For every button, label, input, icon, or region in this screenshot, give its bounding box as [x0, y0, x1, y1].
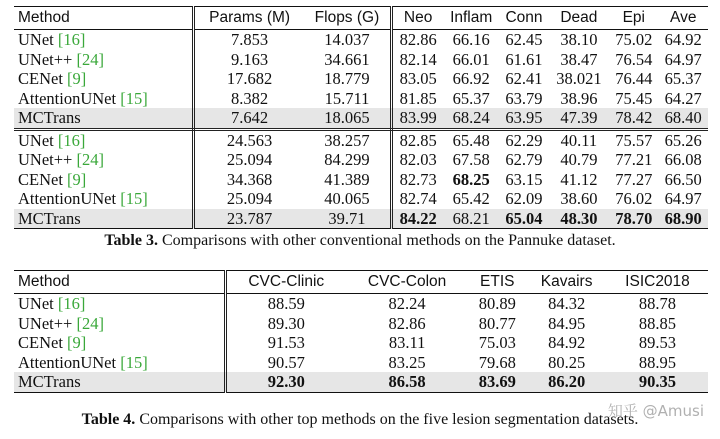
score-cell: 68.90 [658, 209, 708, 229]
citation-link[interactable]: [15] [120, 352, 148, 372]
score-cell: 82.85 [399, 130, 437, 150]
score-cell: 82.14 [399, 49, 437, 69]
score-cell: 83.25 [388, 352, 426, 372]
table-3-caption-text: Comparisons with other conventional methods on the Pannuke dataset. [157, 232, 616, 249]
table-3-caption [0, 232, 720, 250]
score-cell: 75.02 [615, 30, 653, 49]
column-header: Conn [499, 7, 548, 30]
table-row [14, 50, 708, 70]
score-cell: 38.10 [560, 30, 598, 49]
score-cell: 65.37 [664, 69, 702, 88]
score-cell: 82.24 [388, 294, 426, 313]
score-cell: 68.24 [443, 108, 499, 129]
score-cell: 83.69 [468, 372, 526, 392]
flops-cell: 15.711 [304, 89, 392, 109]
table-row [14, 372, 708, 392]
table-row [14, 170, 708, 190]
score-cell: 62.79 [505, 150, 543, 169]
score-cell: 75.03 [478, 333, 516, 352]
table-3 [14, 6, 708, 229]
score-cell: 83.99 [392, 108, 443, 129]
table-row [14, 353, 708, 373]
score-cell: 82.73 [399, 169, 437, 189]
flops-cell: 39.71 [304, 209, 392, 229]
score-cell: 88.59 [267, 294, 305, 313]
citation-link[interactable]: [24] [76, 150, 104, 169]
table-row [14, 129, 708, 150]
table-row [14, 333, 708, 353]
citation-link[interactable]: [16] [57, 294, 86, 313]
table-3-caption-label: Table 3. [104, 232, 158, 249]
params-cell: 24.563 [226, 130, 273, 150]
flops-cell: 18.065 [304, 108, 392, 129]
score-cell: 84.32 [548, 294, 586, 313]
score-cell: 77.21 [615, 150, 653, 169]
method-cell: UNet++ [24] [14, 150, 194, 170]
table-row [14, 209, 708, 229]
score-cell: 63.95 [499, 108, 548, 129]
score-cell: 64.27 [664, 88, 702, 108]
score-cell: 76.44 [615, 69, 653, 88]
column-header: Params (M) [194, 7, 304, 30]
score-cell: 92.30 [225, 372, 346, 392]
score-cell: 80.89 [478, 294, 516, 313]
table-row [14, 314, 708, 334]
score-cell: 84.92 [548, 333, 586, 352]
score-cell: 76.54 [615, 49, 653, 69]
table-4-caption-label: Table 4. [81, 411, 136, 428]
score-cell: 68.25 [452, 169, 490, 189]
score-cell: 88.85 [638, 313, 677, 333]
params-cell: 9.163 [231, 49, 269, 69]
score-cell: 84.22 [392, 209, 443, 229]
flops-cell: 18.779 [304, 69, 392, 89]
score-cell: 66.92 [452, 69, 490, 88]
citation-link[interactable]: [16] [57, 130, 86, 150]
score-cell: 38.47 [560, 49, 598, 69]
table-4-caption-text: Comparisons with other top methods on the five lesion segmentation datasets. [135, 411, 639, 428]
method-cell: AttentionUNet [15] [14, 353, 225, 373]
method-cell: UNet++ [24] [14, 314, 225, 334]
score-cell: 63.15 [505, 169, 543, 189]
table-row [14, 189, 708, 209]
score-cell: 78.42 [609, 108, 658, 129]
column-header: Kavairs [526, 271, 607, 294]
table-row [14, 89, 708, 109]
score-cell: 90.57 [267, 352, 305, 372]
score-cell: 83.05 [399, 69, 437, 88]
score-cell: 64.97 [664, 189, 702, 208]
score-cell: 83.11 [388, 333, 426, 352]
score-cell: 64.97 [664, 49, 702, 69]
score-cell: 78.70 [609, 209, 658, 229]
score-cell: 80.25 [548, 352, 586, 372]
score-cell: 82.74 [399, 189, 437, 208]
score-cell: 62.41 [505, 69, 543, 88]
params-cell: 34.368 [226, 169, 273, 189]
method-cell: AttentionUNet [15] [14, 89, 194, 109]
score-cell: 68.40 [658, 108, 708, 129]
method-cell: UNet [16] [14, 294, 225, 314]
score-cell: 76.02 [615, 189, 653, 208]
score-cell: 66.16 [452, 30, 490, 49]
score-cell: 82.86 [388, 313, 426, 333]
method-cell: MCTrans [14, 108, 194, 129]
score-cell: 81.85 [399, 88, 437, 108]
citation-link[interactable]: [15] [120, 189, 148, 208]
column-header: Flops (G) [304, 7, 392, 30]
column-header: Inflam [443, 7, 499, 30]
params-cell: 17.682 [226, 69, 273, 88]
flops-cell: 41.389 [304, 170, 392, 190]
score-cell: 82.86 [399, 30, 437, 49]
score-cell: 65.26 [664, 130, 702, 150]
method-cell: UNet++ [24] [14, 50, 194, 70]
score-cell: 40.11 [560, 130, 598, 150]
score-cell: 75.45 [615, 88, 653, 108]
score-cell: 67.58 [452, 150, 490, 169]
score-cell: 90.35 [607, 372, 708, 392]
params-cell: 25.094 [226, 189, 273, 208]
params-cell: 7.642 [194, 108, 304, 129]
score-cell: 65.42 [452, 189, 490, 208]
score-cell: 77.27 [615, 169, 653, 189]
method-cell: UNet [16] [14, 129, 194, 150]
score-cell: 38.021 [556, 69, 602, 88]
column-header: ETIS [468, 271, 526, 294]
table-4 [14, 270, 708, 393]
method-cell: AttentionUNet [15] [14, 189, 194, 209]
method-cell: MCTrans [14, 209, 194, 229]
column-header: Neo [392, 7, 443, 30]
table-row [14, 108, 708, 129]
score-cell: 75.57 [615, 130, 653, 150]
table-row [14, 30, 708, 50]
citation-link[interactable]: [24] [76, 313, 104, 333]
score-cell: 84.95 [548, 313, 586, 333]
score-cell: 38.60 [560, 189, 598, 208]
score-cell: 47.39 [549, 108, 609, 129]
citation-link[interactable]: [9] [67, 169, 87, 189]
score-cell: 65.48 [452, 130, 490, 150]
column-header: Method [14, 271, 225, 294]
citation-link[interactable]: [16] [57, 30, 86, 49]
score-cell: 65.04 [499, 209, 548, 229]
flops-cell: 14.037 [304, 30, 392, 50]
method-cell: CENet [9] [14, 170, 194, 190]
column-header: Method [14, 7, 194, 30]
score-cell: 66.08 [664, 150, 702, 169]
column-header: CVC-Clinic [225, 271, 346, 294]
score-cell: 62.29 [505, 130, 543, 150]
citation-link[interactable]: [9] [67, 333, 87, 352]
params-cell: 8.382 [231, 88, 269, 108]
flops-cell: 84.299 [304, 150, 392, 170]
params-cell: 25.094 [226, 150, 273, 169]
column-header: Ave [658, 7, 708, 30]
score-cell: 66.01 [452, 49, 490, 69]
score-cell: 88.78 [638, 294, 677, 313]
citation-link[interactable]: [15] [120, 88, 148, 108]
flops-cell: 34.661 [304, 50, 392, 70]
watermark: 知乎 @Amusi [607, 402, 704, 420]
score-cell: 62.45 [505, 30, 543, 49]
score-cell: 89.53 [638, 333, 677, 352]
column-header: Dead [549, 7, 609, 30]
score-cell: 63.79 [505, 88, 543, 108]
table-row [14, 294, 708, 314]
score-cell: 88.95 [638, 352, 677, 372]
method-cell: MCTrans [14, 372, 225, 392]
score-cell: 80.77 [478, 313, 516, 333]
flops-cell: 40.065 [304, 189, 392, 209]
score-cell: 38.96 [560, 88, 598, 108]
table-row [14, 150, 708, 170]
score-cell: 66.50 [664, 169, 702, 189]
score-cell: 82.03 [399, 150, 437, 169]
table-row [14, 69, 708, 89]
score-cell: 61.61 [505, 49, 543, 69]
column-header: CVC-Colon [346, 271, 468, 294]
score-cell: 64.92 [664, 30, 702, 49]
score-cell: 62.09 [505, 189, 543, 208]
score-cell: 86.20 [526, 372, 607, 392]
score-cell: 79.68 [478, 352, 516, 372]
score-cell: 68.21 [443, 209, 499, 229]
score-cell: 86.58 [346, 372, 468, 392]
params-cell: 7.853 [231, 30, 269, 49]
params-cell: 23.787 [194, 209, 304, 229]
citation-link[interactable]: [24] [76, 49, 104, 69]
column-header: ISIC2018 [607, 271, 708, 294]
method-cell: CENet [9] [14, 333, 225, 353]
score-cell: 41.12 [560, 169, 598, 189]
citation-link[interactable]: [9] [67, 69, 87, 88]
flops-cell: 38.257 [304, 129, 392, 150]
method-cell: CENet [9] [14, 69, 194, 89]
score-cell: 40.79 [560, 150, 598, 169]
column-header: Epi [609, 7, 658, 30]
score-cell: 89.30 [267, 313, 305, 333]
method-cell: UNet [16] [14, 30, 194, 50]
score-cell: 65.37 [452, 88, 490, 108]
score-cell: 91.53 [267, 333, 305, 352]
score-cell: 48.30 [549, 209, 609, 229]
